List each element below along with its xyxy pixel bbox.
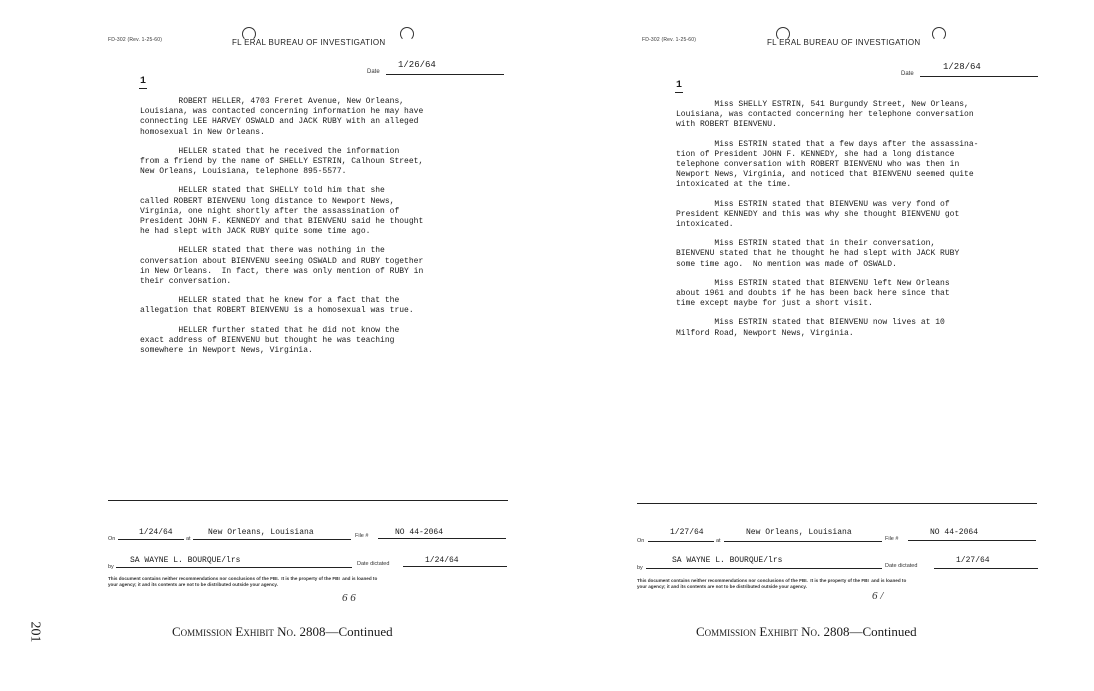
underline [646,568,882,569]
interview-location: New Orleans, Louisiana [746,528,852,537]
underline [193,539,351,540]
paragraph: HELLER stated that SHELLY told him that she called ROBERT BIENVENU long distance to Newport News, Virginia, one night shortly after the assassination of President JOHN F. KENNEDY and that BIENVENU said he thought he had slept with JACK RUBY quite some time ago. [140,186,424,237]
page-number: 1 [676,80,683,91]
date-dictated: 1/24/64 [425,556,459,565]
underline [403,566,507,567]
by-label: by [637,565,643,571]
paragraph: Miss ESTRIN stated that in their conversation, BIENVENU stated that he thought he had slept with JACK RUBY some time ago. No mention was made of OSWALD. [676,239,960,269]
at-label: at [716,538,721,544]
page-number-underline [675,92,683,93]
exhibit-caption [172,624,393,640]
interview-location: New Orleans, Louisiana [208,528,314,537]
file-label: File # [885,536,899,542]
underline [934,568,1038,569]
bureau-heading: FL ERAL BUREAU OF INVESTIGATION [767,38,921,47]
paragraph: Miss ESTRIN stated that BIENVENU now lives at 10 Milford Road, Newport News, Virginia. [676,318,945,338]
report-body [140,97,423,365]
date-label: Date [901,71,914,77]
handwritten-page-number: 6 / [872,590,884,602]
file-label: File # [355,533,369,539]
date-dictated: 1/27/64 [956,556,990,565]
bureau-heading: FL ERAL BUREAU OF INVESTIGATION [232,38,386,47]
underline [908,540,1036,541]
agent-name: SA WAYNE L. BOURQUE/lrs [672,556,783,565]
document-page-right [538,0,1083,691]
report-body [676,100,978,348]
report-date: 1/28/64 [943,62,981,72]
paragraph: Miss ESTRIN stated that a few days after the assassina- tion of President JOHN F. KENNEDY, she had a long distance telephone conversation with ROBERT BIENVENU who was then in Newport News, Virginia, and noticed that BIENVENU seemed quite intoxicated at the time. [676,139,979,190]
punch-mark [776,27,790,41]
date-underline [386,74,504,75]
paragraph: HELLER stated that he received the information from a friend by the name of SHELLY ESTRIN, Calhoun Street, New Orleans, Louisiana, telephone 895-5577. [140,146,424,177]
paragraph: HELLER stated that he knew for a fact that the allegation that ROBERT BIENVENU is a homosexual was true. [140,296,414,316]
handwritten-page-number: 6 6 [342,592,356,604]
on-label: On [637,538,645,544]
underline [648,541,714,542]
underline [724,541,882,542]
punch-mark [932,27,946,41]
fbi-disclaimer: This document contains neither recommendations nor conclusions of the FBI. It is the property of the FBI and is loaned to your agency; it and its contents are not to be distributed outside your agency. [637,578,907,589]
form-id: FD-302 (Rev. 1-25-60) [108,37,163,43]
date-underline [920,76,1038,77]
footer-divider [637,503,1037,504]
dictated-label: Date dictated [357,561,390,567]
exhibit-caption-label: Commission Exhibit No. [172,624,297,639]
exhibit-caption-number: 2808—Continued [820,624,917,639]
paragraph: HELLER further stated that he did not know the exact address of BIENVENU but thought he was teaching somewhere in Newport News, Virginia. [140,325,400,356]
underline [378,538,506,539]
form-id: FD-302 (Rev. 1-25-60) [642,37,697,43]
paragraph: Miss SHELLY ESTRIN, 541 Burgundy Street, New Orleans, Louisiana, was contacted concerning her telephone conversation with ROBERT BIENVENU. [676,100,974,130]
exhibit-caption-label: Commission Exhibit No. [696,624,821,639]
side-page-number: 201 [27,621,43,643]
paragraph: Miss ESTRIN stated that BIENVENU left New Orleans about 1961 and doubts if he has been back here since that time except maybe for just a short visit. [676,278,950,309]
interview-date: 1/24/64 [139,528,173,537]
on-label: On [108,536,116,542]
by-label: by [108,564,114,570]
dictated-label: Date dictated [885,563,918,569]
date-label: Date [367,69,380,75]
page-number: 1 [140,76,147,87]
document-page-left [0,0,545,691]
report-date: 1/26/64 [398,60,436,70]
underline [116,567,352,568]
agent-name: SA WAYNE L. BOURQUE/lrs [130,556,241,565]
paragraph: Miss ESTRIN stated that BIENVENU was very fond of President KENNEDY and this was why she thought BIENVENU got intoxicated. [676,199,960,230]
exhibit-caption [696,624,917,640]
paragraph: HELLER stated that there was nothing in the conversation about BIENVENU seeing OSWALD and RUBY together in New Orleans. In fact, there was only mention of RUBY in their conversation. [140,246,424,287]
file-number: NO 44-2064 [395,528,444,537]
fbi-disclaimer: This document contains neither recommendations nor conclusions of the FBI. It is the property of the FBI and is loaned to your agency; it and its contents are not to be distributed outside your agency. [108,576,378,587]
page-number-underline [139,88,147,89]
at-label: at [186,536,191,542]
paragraph: ROBERT HELLER, 4703 Freret Avenue, New Orleans, Louisiana, was contacted concerning information he may have connecting LEE HARVEY OSWALD and JACK RUBY with an alleged homosexual in New Orleans. [140,97,424,137]
file-number: NO 44-2064 [930,528,979,537]
footer-divider [108,500,508,501]
underline [118,539,184,540]
interview-date: 1/27/64 [670,528,704,537]
punch-mark [242,27,256,41]
punch-mark [400,27,414,41]
exhibit-caption-number: 2808—Continued [296,624,393,639]
